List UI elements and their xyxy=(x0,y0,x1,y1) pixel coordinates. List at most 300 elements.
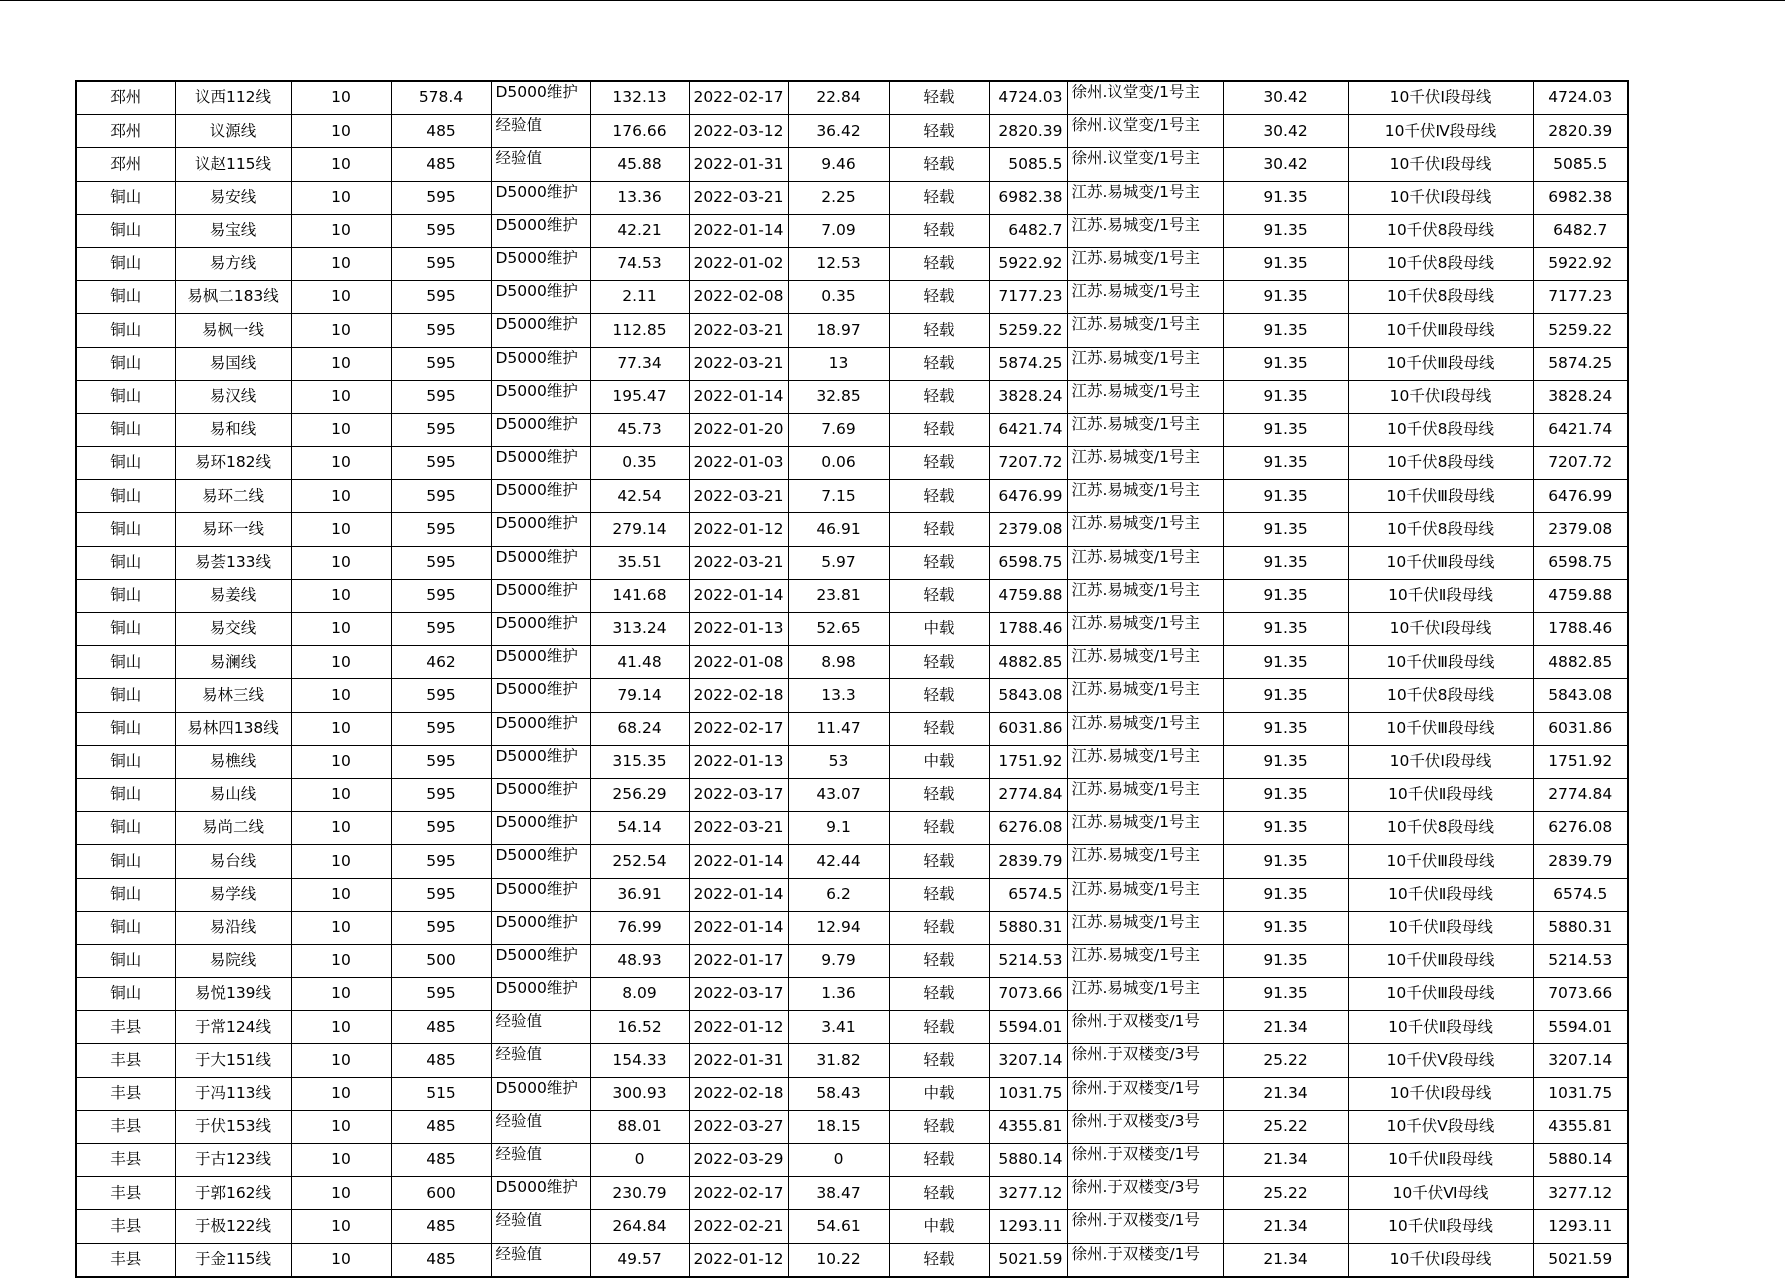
load-rate-cell: 31.82 xyxy=(788,1044,889,1077)
load-status-cell: 中载 xyxy=(889,1077,989,1110)
bus-cell: 10千伏Ⅲ段母线 xyxy=(1348,480,1533,513)
line-name-cell: 易荟133线 xyxy=(175,546,291,579)
table-row xyxy=(76,413,1628,446)
table-row xyxy=(76,447,1628,480)
bus-cell: 10千伏8段母线 xyxy=(1348,513,1533,546)
line-name-cell: 易学线 xyxy=(175,878,291,911)
margin-cell: 3277.12 xyxy=(989,1177,1067,1210)
transformer-cell: 江苏.易城变/1号主 xyxy=(1067,911,1223,944)
voltage-cell: 10 xyxy=(291,778,391,811)
transformer-cell: 江苏.易城变/1号主 xyxy=(1067,712,1223,745)
available-capacity-cell: 1788.46 xyxy=(1533,613,1628,646)
capacity-cell: 595 xyxy=(391,745,491,778)
date-cell: 2022-02-18 xyxy=(689,679,788,712)
county-cell: 铜山 xyxy=(76,613,175,646)
load-status-cell: 轻载 xyxy=(889,148,989,181)
load-rate-cell: 43.07 xyxy=(788,778,889,811)
bus-cell: 10千伏Ⅰ段母线 xyxy=(1348,613,1533,646)
voltage-cell: 10 xyxy=(291,1177,391,1210)
transformer-rate-cell: 30.42 xyxy=(1223,148,1348,181)
county-cell: 铜山 xyxy=(76,314,175,347)
capacity-cell: 485 xyxy=(391,1210,491,1243)
current-cell: 154.33 xyxy=(590,1044,689,1077)
transformer-rate-cell: 91.35 xyxy=(1223,812,1348,845)
date-cell: 2022-01-03 xyxy=(689,447,788,480)
transformer-cell: 江苏.易城变/1号主 xyxy=(1067,281,1223,314)
load-status-cell: 中载 xyxy=(889,1210,989,1243)
bus-cell: 10千伏8段母线 xyxy=(1348,679,1533,712)
available-capacity-cell: 5214.53 xyxy=(1533,944,1628,977)
current-cell: 35.51 xyxy=(590,546,689,579)
county-cell: 邳州 xyxy=(76,148,175,181)
county-cell: 铜山 xyxy=(76,778,175,811)
available-capacity-cell: 5259.22 xyxy=(1533,314,1628,347)
capacity-cell: 515 xyxy=(391,1077,491,1110)
load-status-cell: 轻载 xyxy=(889,181,989,214)
margin-cell: 2839.79 xyxy=(989,845,1067,878)
transformer-rate-cell: 25.22 xyxy=(1223,1177,1348,1210)
date-cell: 2022-01-14 xyxy=(689,911,788,944)
voltage-cell: 10 xyxy=(291,480,391,513)
load-status-cell: 轻载 xyxy=(889,911,989,944)
table-row xyxy=(76,1243,1628,1277)
load-rate-cell: 2.25 xyxy=(788,181,889,214)
transformer-cell: 江苏.易城变/1号主 xyxy=(1067,413,1223,446)
voltage-cell: 10 xyxy=(291,214,391,247)
available-capacity-cell: 6476.99 xyxy=(1533,480,1628,513)
line-name-cell: 易院线 xyxy=(175,944,291,977)
load-status-cell: 轻载 xyxy=(889,1177,989,1210)
date-cell: 2022-03-17 xyxy=(689,778,788,811)
table-row xyxy=(76,1044,1628,1077)
source-cell: D5000维护 xyxy=(491,181,590,214)
available-capacity-cell: 6482.7 xyxy=(1533,214,1628,247)
voltage-cell: 10 xyxy=(291,878,391,911)
available-capacity-cell: 4724.03 xyxy=(1533,81,1628,115)
table-row xyxy=(76,944,1628,977)
line-name-cell: 易和线 xyxy=(175,413,291,446)
load-rate-cell: 5.97 xyxy=(788,546,889,579)
date-cell: 2022-03-21 xyxy=(689,480,788,513)
date-cell: 2022-01-31 xyxy=(689,148,788,181)
line-name-cell: 易悦139线 xyxy=(175,978,291,1011)
date-cell: 2022-03-27 xyxy=(689,1110,788,1143)
transformer-rate-cell: 91.35 xyxy=(1223,413,1348,446)
transformer-cell: 江苏.易城变/1号主 xyxy=(1067,480,1223,513)
bus-cell: 10千伏Ⅲ段母线 xyxy=(1348,646,1533,679)
transformer-rate-cell: 91.35 xyxy=(1223,247,1348,280)
transformer-cell: 徐州.于双楼变/3号 xyxy=(1067,1110,1223,1143)
table-row xyxy=(76,845,1628,878)
transformer-rate-cell: 21.34 xyxy=(1223,1243,1348,1277)
margin-cell: 6031.86 xyxy=(989,712,1067,745)
date-cell: 2022-03-21 xyxy=(689,546,788,579)
source-cell: D5000维护 xyxy=(491,745,590,778)
voltage-cell: 10 xyxy=(291,513,391,546)
transformer-cell: 江苏.易城变/1号主 xyxy=(1067,778,1223,811)
date-cell: 2022-02-17 xyxy=(689,712,788,745)
margin-cell: 1293.11 xyxy=(989,1210,1067,1243)
transformer-rate-cell: 91.35 xyxy=(1223,380,1348,413)
load-status-cell: 轻载 xyxy=(889,1144,989,1177)
transformer-rate-cell: 91.35 xyxy=(1223,845,1348,878)
transformer-rate-cell: 25.22 xyxy=(1223,1044,1348,1077)
current-cell: 13.36 xyxy=(590,181,689,214)
voltage-cell: 10 xyxy=(291,1210,391,1243)
load-status-cell: 轻载 xyxy=(889,81,989,115)
line-name-cell: 易汉线 xyxy=(175,380,291,413)
line-name-cell: 易沿线 xyxy=(175,911,291,944)
county-cell: 铜山 xyxy=(76,480,175,513)
current-cell: 300.93 xyxy=(590,1077,689,1110)
voltage-cell: 10 xyxy=(291,181,391,214)
capacity-cell: 595 xyxy=(391,380,491,413)
capacity-cell: 595 xyxy=(391,911,491,944)
source-cell: D5000维护 xyxy=(491,546,590,579)
capacity-cell: 485 xyxy=(391,1144,491,1177)
source-cell: D5000维护 xyxy=(491,81,590,115)
transformer-cell: 江苏.易城变/1号主 xyxy=(1067,247,1223,280)
source-cell: D5000维护 xyxy=(491,1077,590,1110)
load-rate-cell: 8.98 xyxy=(788,646,889,679)
data-table xyxy=(75,80,1629,1278)
transformer-rate-cell: 91.35 xyxy=(1223,347,1348,380)
load-status-cell: 轻载 xyxy=(889,1011,989,1044)
current-cell: 112.85 xyxy=(590,314,689,347)
table-row xyxy=(76,81,1628,115)
capacity-cell: 485 xyxy=(391,1011,491,1044)
date-cell: 2022-01-13 xyxy=(689,613,788,646)
transformer-cell: 江苏.易城变/1号主 xyxy=(1067,812,1223,845)
margin-cell: 5085.5 xyxy=(989,148,1067,181)
voltage-cell: 10 xyxy=(291,1011,391,1044)
voltage-cell: 10 xyxy=(291,712,391,745)
line-name-cell: 易环182线 xyxy=(175,447,291,480)
line-name-cell: 议赵115线 xyxy=(175,148,291,181)
margin-cell: 3207.14 xyxy=(989,1044,1067,1077)
transformer-rate-cell: 91.35 xyxy=(1223,778,1348,811)
transformer-rate-cell: 91.35 xyxy=(1223,679,1348,712)
transformer-cell: 江苏.易城变/1号主 xyxy=(1067,314,1223,347)
table-row xyxy=(76,148,1628,181)
table-row xyxy=(76,1110,1628,1143)
capacity-cell: 595 xyxy=(391,679,491,712)
date-cell: 2022-01-14 xyxy=(689,380,788,413)
margin-cell: 5922.92 xyxy=(989,247,1067,280)
capacity-cell: 595 xyxy=(391,281,491,314)
available-capacity-cell: 3828.24 xyxy=(1533,380,1628,413)
capacity-cell: 595 xyxy=(391,546,491,579)
transformer-cell: 江苏.易城变/1号主 xyxy=(1067,845,1223,878)
county-cell: 丰县 xyxy=(76,1144,175,1177)
line-name-cell: 于极122线 xyxy=(175,1210,291,1243)
source-cell: 经验值 xyxy=(491,115,590,148)
source-cell: D5000维护 xyxy=(491,679,590,712)
load-rate-cell: 3.41 xyxy=(788,1011,889,1044)
load-rate-cell: 58.43 xyxy=(788,1077,889,1110)
county-cell: 铜山 xyxy=(76,413,175,446)
load-rate-cell: 7.09 xyxy=(788,214,889,247)
transformer-cell: 徐州.于双楼变/3号 xyxy=(1067,1044,1223,1077)
table-row xyxy=(76,480,1628,513)
available-capacity-cell: 5880.31 xyxy=(1533,911,1628,944)
county-cell: 铜山 xyxy=(76,181,175,214)
load-status-cell: 轻载 xyxy=(889,115,989,148)
load-rate-cell: 12.53 xyxy=(788,247,889,280)
source-cell: 经验值 xyxy=(491,1044,590,1077)
current-cell: 195.47 xyxy=(590,380,689,413)
current-cell: 76.99 xyxy=(590,911,689,944)
transformer-cell: 江苏.易城变/1号主 xyxy=(1067,513,1223,546)
available-capacity-cell: 6276.08 xyxy=(1533,812,1628,845)
voltage-cell: 10 xyxy=(291,679,391,712)
available-capacity-cell: 1293.11 xyxy=(1533,1210,1628,1243)
table-row xyxy=(76,778,1628,811)
load-status-cell: 轻载 xyxy=(889,812,989,845)
voltage-cell: 10 xyxy=(291,447,391,480)
source-cell: D5000维护 xyxy=(491,281,590,314)
source-cell: D5000维护 xyxy=(491,579,590,612)
date-cell: 2022-02-08 xyxy=(689,281,788,314)
transformer-cell: 江苏.易城变/1号主 xyxy=(1067,579,1223,612)
line-name-cell: 易交线 xyxy=(175,613,291,646)
load-rate-cell: 13 xyxy=(788,347,889,380)
county-cell: 铜山 xyxy=(76,944,175,977)
bus-cell: 10千伏8段母线 xyxy=(1348,413,1533,446)
line-name-cell: 于伏153线 xyxy=(175,1110,291,1143)
current-cell: 16.52 xyxy=(590,1011,689,1044)
table-row xyxy=(76,1144,1628,1177)
bus-cell: 10千伏Ⅲ段母线 xyxy=(1348,978,1533,1011)
margin-cell: 4355.81 xyxy=(989,1110,1067,1143)
table-row xyxy=(76,812,1628,845)
transformer-cell: 江苏.易城变/1号主 xyxy=(1067,613,1223,646)
load-rate-cell: 0.35 xyxy=(788,281,889,314)
available-capacity-cell: 3277.12 xyxy=(1533,1177,1628,1210)
transformer-cell: 江苏.易城变/1号主 xyxy=(1067,347,1223,380)
load-status-cell: 轻载 xyxy=(889,1243,989,1277)
bus-cell: 10千伏Ⅱ段母线 xyxy=(1348,878,1533,911)
available-capacity-cell: 7177.23 xyxy=(1533,281,1628,314)
available-capacity-cell: 6421.74 xyxy=(1533,413,1628,446)
load-status-cell: 轻载 xyxy=(889,447,989,480)
bus-cell: 10千伏Ⅱ段母线 xyxy=(1348,1011,1533,1044)
bus-cell: 10千伏Ⅰ段母线 xyxy=(1348,181,1533,214)
transformer-cell: 徐州.于双楼变/1号 xyxy=(1067,1077,1223,1110)
current-cell: 0.35 xyxy=(590,447,689,480)
available-capacity-cell: 5880.14 xyxy=(1533,1144,1628,1177)
county-cell: 铜山 xyxy=(76,646,175,679)
load-rate-cell: 9.46 xyxy=(788,148,889,181)
available-capacity-cell: 5085.5 xyxy=(1533,148,1628,181)
source-cell: 经验值 xyxy=(491,1243,590,1277)
table-row xyxy=(76,513,1628,546)
current-cell: 77.34 xyxy=(590,347,689,380)
margin-cell: 2379.08 xyxy=(989,513,1067,546)
transformer-rate-cell: 91.35 xyxy=(1223,447,1348,480)
margin-cell: 7073.66 xyxy=(989,978,1067,1011)
bus-cell: 10千伏8段母线 xyxy=(1348,812,1533,845)
bus-cell: 10千伏Ⅱ段母线 xyxy=(1348,579,1533,612)
source-cell: D5000维护 xyxy=(491,878,590,911)
load-status-cell: 中载 xyxy=(889,745,989,778)
capacity-cell: 595 xyxy=(391,579,491,612)
date-cell: 2022-01-12 xyxy=(689,513,788,546)
available-capacity-cell: 2820.39 xyxy=(1533,115,1628,148)
line-name-cell: 易尚二线 xyxy=(175,812,291,845)
date-cell: 2022-02-18 xyxy=(689,1077,788,1110)
load-rate-cell: 36.42 xyxy=(788,115,889,148)
load-rate-cell: 7.15 xyxy=(788,480,889,513)
transformer-rate-cell: 21.34 xyxy=(1223,1011,1348,1044)
table-row xyxy=(76,613,1628,646)
date-cell: 2022-03-21 xyxy=(689,314,788,347)
line-name-cell: 易宝线 xyxy=(175,214,291,247)
county-cell: 铜山 xyxy=(76,513,175,546)
available-capacity-cell: 1751.92 xyxy=(1533,745,1628,778)
county-cell: 铜山 xyxy=(76,546,175,579)
capacity-cell: 485 xyxy=(391,148,491,181)
table-row xyxy=(76,115,1628,148)
voltage-cell: 10 xyxy=(291,978,391,1011)
transformer-cell: 江苏.易城变/1号主 xyxy=(1067,214,1223,247)
transformer-cell: 江苏.易城变/1号主 xyxy=(1067,745,1223,778)
current-cell: 79.14 xyxy=(590,679,689,712)
transformer-cell: 江苏.易城变/1号主 xyxy=(1067,447,1223,480)
load-rate-cell: 0.06 xyxy=(788,447,889,480)
load-rate-cell: 9.79 xyxy=(788,944,889,977)
available-capacity-cell: 6574.5 xyxy=(1533,878,1628,911)
load-status-cell: 中载 xyxy=(889,613,989,646)
voltage-cell: 10 xyxy=(291,1044,391,1077)
bus-cell: 10千伏8段母线 xyxy=(1348,281,1533,314)
current-cell: 315.35 xyxy=(590,745,689,778)
margin-cell: 1031.75 xyxy=(989,1077,1067,1110)
current-cell: 41.48 xyxy=(590,646,689,679)
voltage-cell: 10 xyxy=(291,380,391,413)
margin-cell: 6482.7 xyxy=(989,214,1067,247)
line-name-cell: 易方线 xyxy=(175,247,291,280)
bus-cell: 10千伏Ⅱ段母线 xyxy=(1348,1210,1533,1243)
load-rate-cell: 52.65 xyxy=(788,613,889,646)
line-name-cell: 易姜线 xyxy=(175,579,291,612)
source-cell: D5000维护 xyxy=(491,944,590,977)
capacity-cell: 462 xyxy=(391,646,491,679)
date-cell: 2022-01-14 xyxy=(689,845,788,878)
date-cell: 2022-02-17 xyxy=(689,81,788,115)
date-cell: 2022-01-13 xyxy=(689,745,788,778)
capacity-cell: 595 xyxy=(391,413,491,446)
voltage-cell: 10 xyxy=(291,911,391,944)
table-row xyxy=(76,281,1628,314)
county-cell: 铜山 xyxy=(76,347,175,380)
current-cell: 141.68 xyxy=(590,579,689,612)
transformer-cell: 江苏.易城变/1号主 xyxy=(1067,679,1223,712)
date-cell: 2022-01-08 xyxy=(689,646,788,679)
transformer-rate-cell: 91.35 xyxy=(1223,513,1348,546)
available-capacity-cell: 4759.88 xyxy=(1533,579,1628,612)
table-row xyxy=(76,579,1628,612)
capacity-cell: 595 xyxy=(391,347,491,380)
bus-cell: 10千伏Ⅲ段母线 xyxy=(1348,712,1533,745)
load-status-cell: 轻载 xyxy=(889,1110,989,1143)
margin-cell: 5843.08 xyxy=(989,679,1067,712)
source-cell: 经验值 xyxy=(491,1011,590,1044)
load-rate-cell: 11.47 xyxy=(788,712,889,745)
transformer-rate-cell: 91.35 xyxy=(1223,181,1348,214)
load-rate-cell: 18.15 xyxy=(788,1110,889,1143)
transformer-rate-cell: 21.34 xyxy=(1223,1077,1348,1110)
line-name-cell: 易国线 xyxy=(175,347,291,380)
county-cell: 丰县 xyxy=(76,1110,175,1143)
line-name-cell: 易山线 xyxy=(175,778,291,811)
voltage-cell: 10 xyxy=(291,546,391,579)
transformer-cell: 徐州.于双楼变/1号 xyxy=(1067,1243,1223,1277)
load-status-cell: 轻载 xyxy=(889,281,989,314)
transformer-rate-cell: 91.35 xyxy=(1223,546,1348,579)
load-status-cell: 轻载 xyxy=(889,413,989,446)
current-cell: 45.73 xyxy=(590,413,689,446)
current-cell: 2.11 xyxy=(590,281,689,314)
table-row xyxy=(76,214,1628,247)
date-cell: 2022-03-29 xyxy=(689,1144,788,1177)
transformer-cell: 江苏.易城变/1号主 xyxy=(1067,181,1223,214)
county-cell: 铜山 xyxy=(76,878,175,911)
available-capacity-cell: 3207.14 xyxy=(1533,1044,1628,1077)
table-row xyxy=(76,1011,1628,1044)
table-row xyxy=(76,546,1628,579)
date-cell: 2022-01-31 xyxy=(689,1044,788,1077)
county-cell: 丰县 xyxy=(76,1011,175,1044)
transformer-rate-cell: 91.35 xyxy=(1223,944,1348,977)
county-cell: 铜山 xyxy=(76,978,175,1011)
county-cell: 铜山 xyxy=(76,745,175,778)
table-row xyxy=(76,978,1628,1011)
capacity-cell: 595 xyxy=(391,314,491,347)
load-rate-cell: 1.36 xyxy=(788,978,889,1011)
load-rate-cell: 10.22 xyxy=(788,1243,889,1277)
capacity-cell: 595 xyxy=(391,447,491,480)
county-cell: 铜山 xyxy=(76,911,175,944)
transformer-cell: 徐州.议堂变/1号主 xyxy=(1067,115,1223,148)
transformer-cell: 江苏.易城变/1号主 xyxy=(1067,546,1223,579)
date-cell: 2022-01-14 xyxy=(689,579,788,612)
current-cell: 252.54 xyxy=(590,845,689,878)
current-cell: 264.84 xyxy=(590,1210,689,1243)
load-status-cell: 轻载 xyxy=(889,778,989,811)
load-rate-cell: 18.97 xyxy=(788,314,889,347)
capacity-cell: 595 xyxy=(391,480,491,513)
capacity-cell: 595 xyxy=(391,214,491,247)
source-cell: D5000维护 xyxy=(491,1177,590,1210)
current-cell: 88.01 xyxy=(590,1110,689,1143)
load-status-cell: 轻载 xyxy=(889,845,989,878)
table-row xyxy=(76,1077,1628,1110)
county-cell: 铜山 xyxy=(76,812,175,845)
table-row xyxy=(76,1177,1628,1210)
source-cell: D5000维护 xyxy=(491,812,590,845)
transformer-cell: 徐州.议堂变/1号主 xyxy=(1067,148,1223,181)
line-name-cell: 易环二线 xyxy=(175,480,291,513)
source-cell: D5000维护 xyxy=(491,845,590,878)
load-status-cell: 轻载 xyxy=(889,944,989,977)
capacity-cell: 485 xyxy=(391,115,491,148)
voltage-cell: 10 xyxy=(291,613,391,646)
current-cell: 313.24 xyxy=(590,613,689,646)
load-status-cell: 轻载 xyxy=(889,878,989,911)
available-capacity-cell: 4355.81 xyxy=(1533,1110,1628,1143)
current-cell: 48.93 xyxy=(590,944,689,977)
